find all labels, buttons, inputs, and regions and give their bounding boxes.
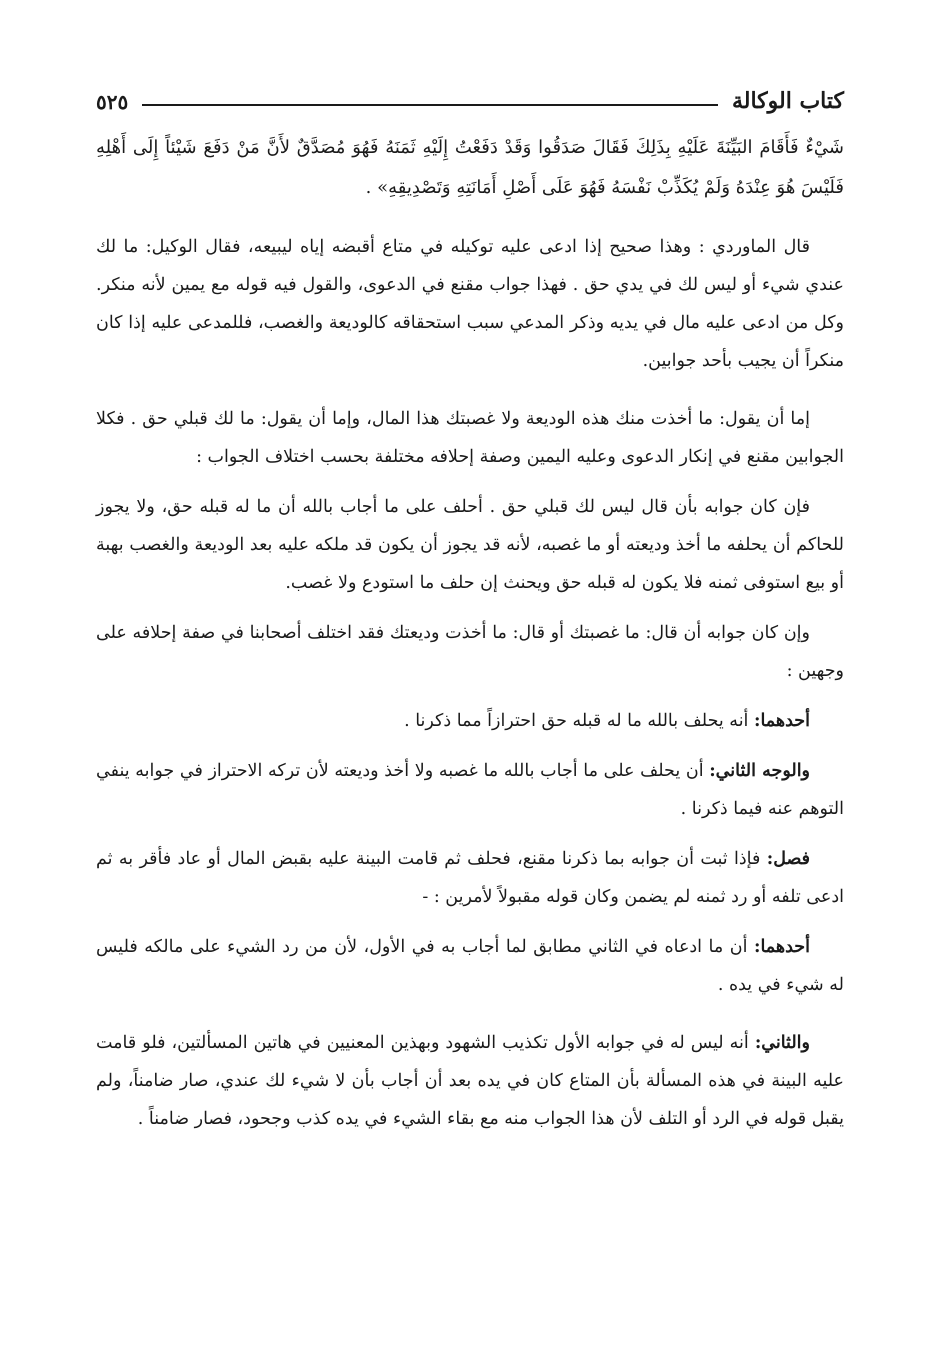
paragraph-lead: أحدهما: (753, 937, 810, 957)
page-number: ٥٢٥ (96, 90, 129, 114)
paragraph-text: إما أن يقول: ما أخذت منك هذه الوديعة ولا غصبتك هذا المال، وإما أن يقول: ما لك قبلي حق . فكلا الجوابين مقنع في إنكار الدعوى وعليه اليمين وصفة إحلافه مختلفة بحسب اختلاف الجواب : (96, 409, 844, 467)
second-view-paragraph (96, 752, 844, 828)
paragraph-lead: أحدهما: (753, 711, 810, 731)
running-header (96, 78, 844, 112)
paragraph-text: أن ما ادعاه في الثاني مطابق لما أجاب به في الأول، لأن من رد الشيء على مالكه فليس له شيء في يده . (96, 937, 844, 995)
hadith-quote-paragraph (96, 128, 844, 208)
commentary-paragraph (96, 614, 844, 690)
paragraph-text: أنه يحلف بالله ما له قبله حق احترازاً مما ذكرنا . (404, 711, 754, 731)
paragraph-text: شَيْءٌ فَأَقَامَ البَيِّنَةَ عَلَيْهِ بِذَلِكَ فَقَالَ صَدَقُوا وَقَدْ دَفَعْتُ إِلَيْهِ ثَمَنَهُ فَهُوَ مُصَدَّقٌ لأَنَّ مَنْ دَفَعَ شَيْئاً إِلَى أَهْلِهِ فَلَيْسَ هُوَ عِنْدَهُ وَلَمْ يُكَذِّبْ نَفْسَهُ فَهُوَ عَلَى أَصْلِ أَمَانَتِهِ وَتَصْدِيقِهِ» . (96, 137, 844, 198)
header-rule (142, 104, 718, 106)
paragraph-text: فإذا ثبت أن جوابه بما ذكرنا مقنع، فحلف ثم قامت البينة عليه بقبض المال أو عاد فأقر به ثم ادعى تلفه أو رد ثمنه لم يضمن وكان قوله مقبولاً لأمرين : - (96, 849, 844, 907)
page-body (96, 128, 844, 1150)
chapter-title: كتاب الوكالة (731, 88, 844, 114)
paragraph-text: فإن كان جوابه بأن قال ليس لك قبلي حق . أحلف على ما أجاب بالله أن ما له قبله حق، ولا يجوز للحاكم أن يحلفه ما أخذ وديعته أو ما غصبه، لأنه قد يجوز أن يكون قد ملكه عليه بعد الوديعة والغصب بهبة أو بيع استوفى ثمنه فلا يكون له قبله حق ويحنث إن حلف ما استودع ولا غصب. (96, 497, 844, 593)
first-view-paragraph (96, 702, 844, 740)
second-reason-paragraph (96, 1024, 844, 1138)
paragraph-text: وإن كان جوابه أن قال: ما غصبتك أو قال: ما أخذت وديعتك فقد اختلف أصحابنا في صفة إحلافه على وجهين : (96, 623, 844, 681)
paragraph-lead: فصل: (766, 849, 810, 869)
paragraph-lead: والثاني: (754, 1033, 810, 1053)
paragraph-text: قال الماوردي : وهذا صحيح إذا ادعى عليه توكيله في متاع أقبضه إياه ليبيعه، فقال الوكيل: ما لك عندي شيء أو ليس لك في يدي حق . فهذا جواب مقنع في الدعوى، والقول فيه قوله مع يمين لأنه منكر. وكل من ادعى عليه مال في يديه وذكر المدعي سبب استحقاقه كالوديعة والغصب، فللمدعى عليه إذا كان منكراً أن يجيب بأحد جوابين. (96, 237, 844, 371)
commentary-paragraph (96, 228, 844, 380)
paragraph-text: أن يحلف على ما أجاب بالله ما غصبه ولا أخذ وديعته لأن تركه الاحتراز في جوابه ينفي التوهم عنه فيما ذكرنا . (96, 761, 844, 819)
commentary-paragraph (96, 400, 844, 476)
section-paragraph (96, 840, 844, 916)
paragraph-text: أنه ليس له في جوابه الأول تكذيب الشهود وبهذين المعنيين في هاتين المسألتين، فلو قامت عليه البينة في هذه المسألة بأن المتاع كان في يده بعد أن أجاب بأن لا شيء لك عندي، صار ضامناً، ولم يقبل قوله في الرد أو التلف لأن هذا الجواب منه مع بقاء الشيء في يده كذب وجحود، فصار ضامناً . (96, 1033, 844, 1129)
commentary-paragraph (96, 488, 844, 602)
first-reason-paragraph (96, 928, 844, 1004)
paragraph-lead: والوجه الثاني: (709, 761, 811, 781)
